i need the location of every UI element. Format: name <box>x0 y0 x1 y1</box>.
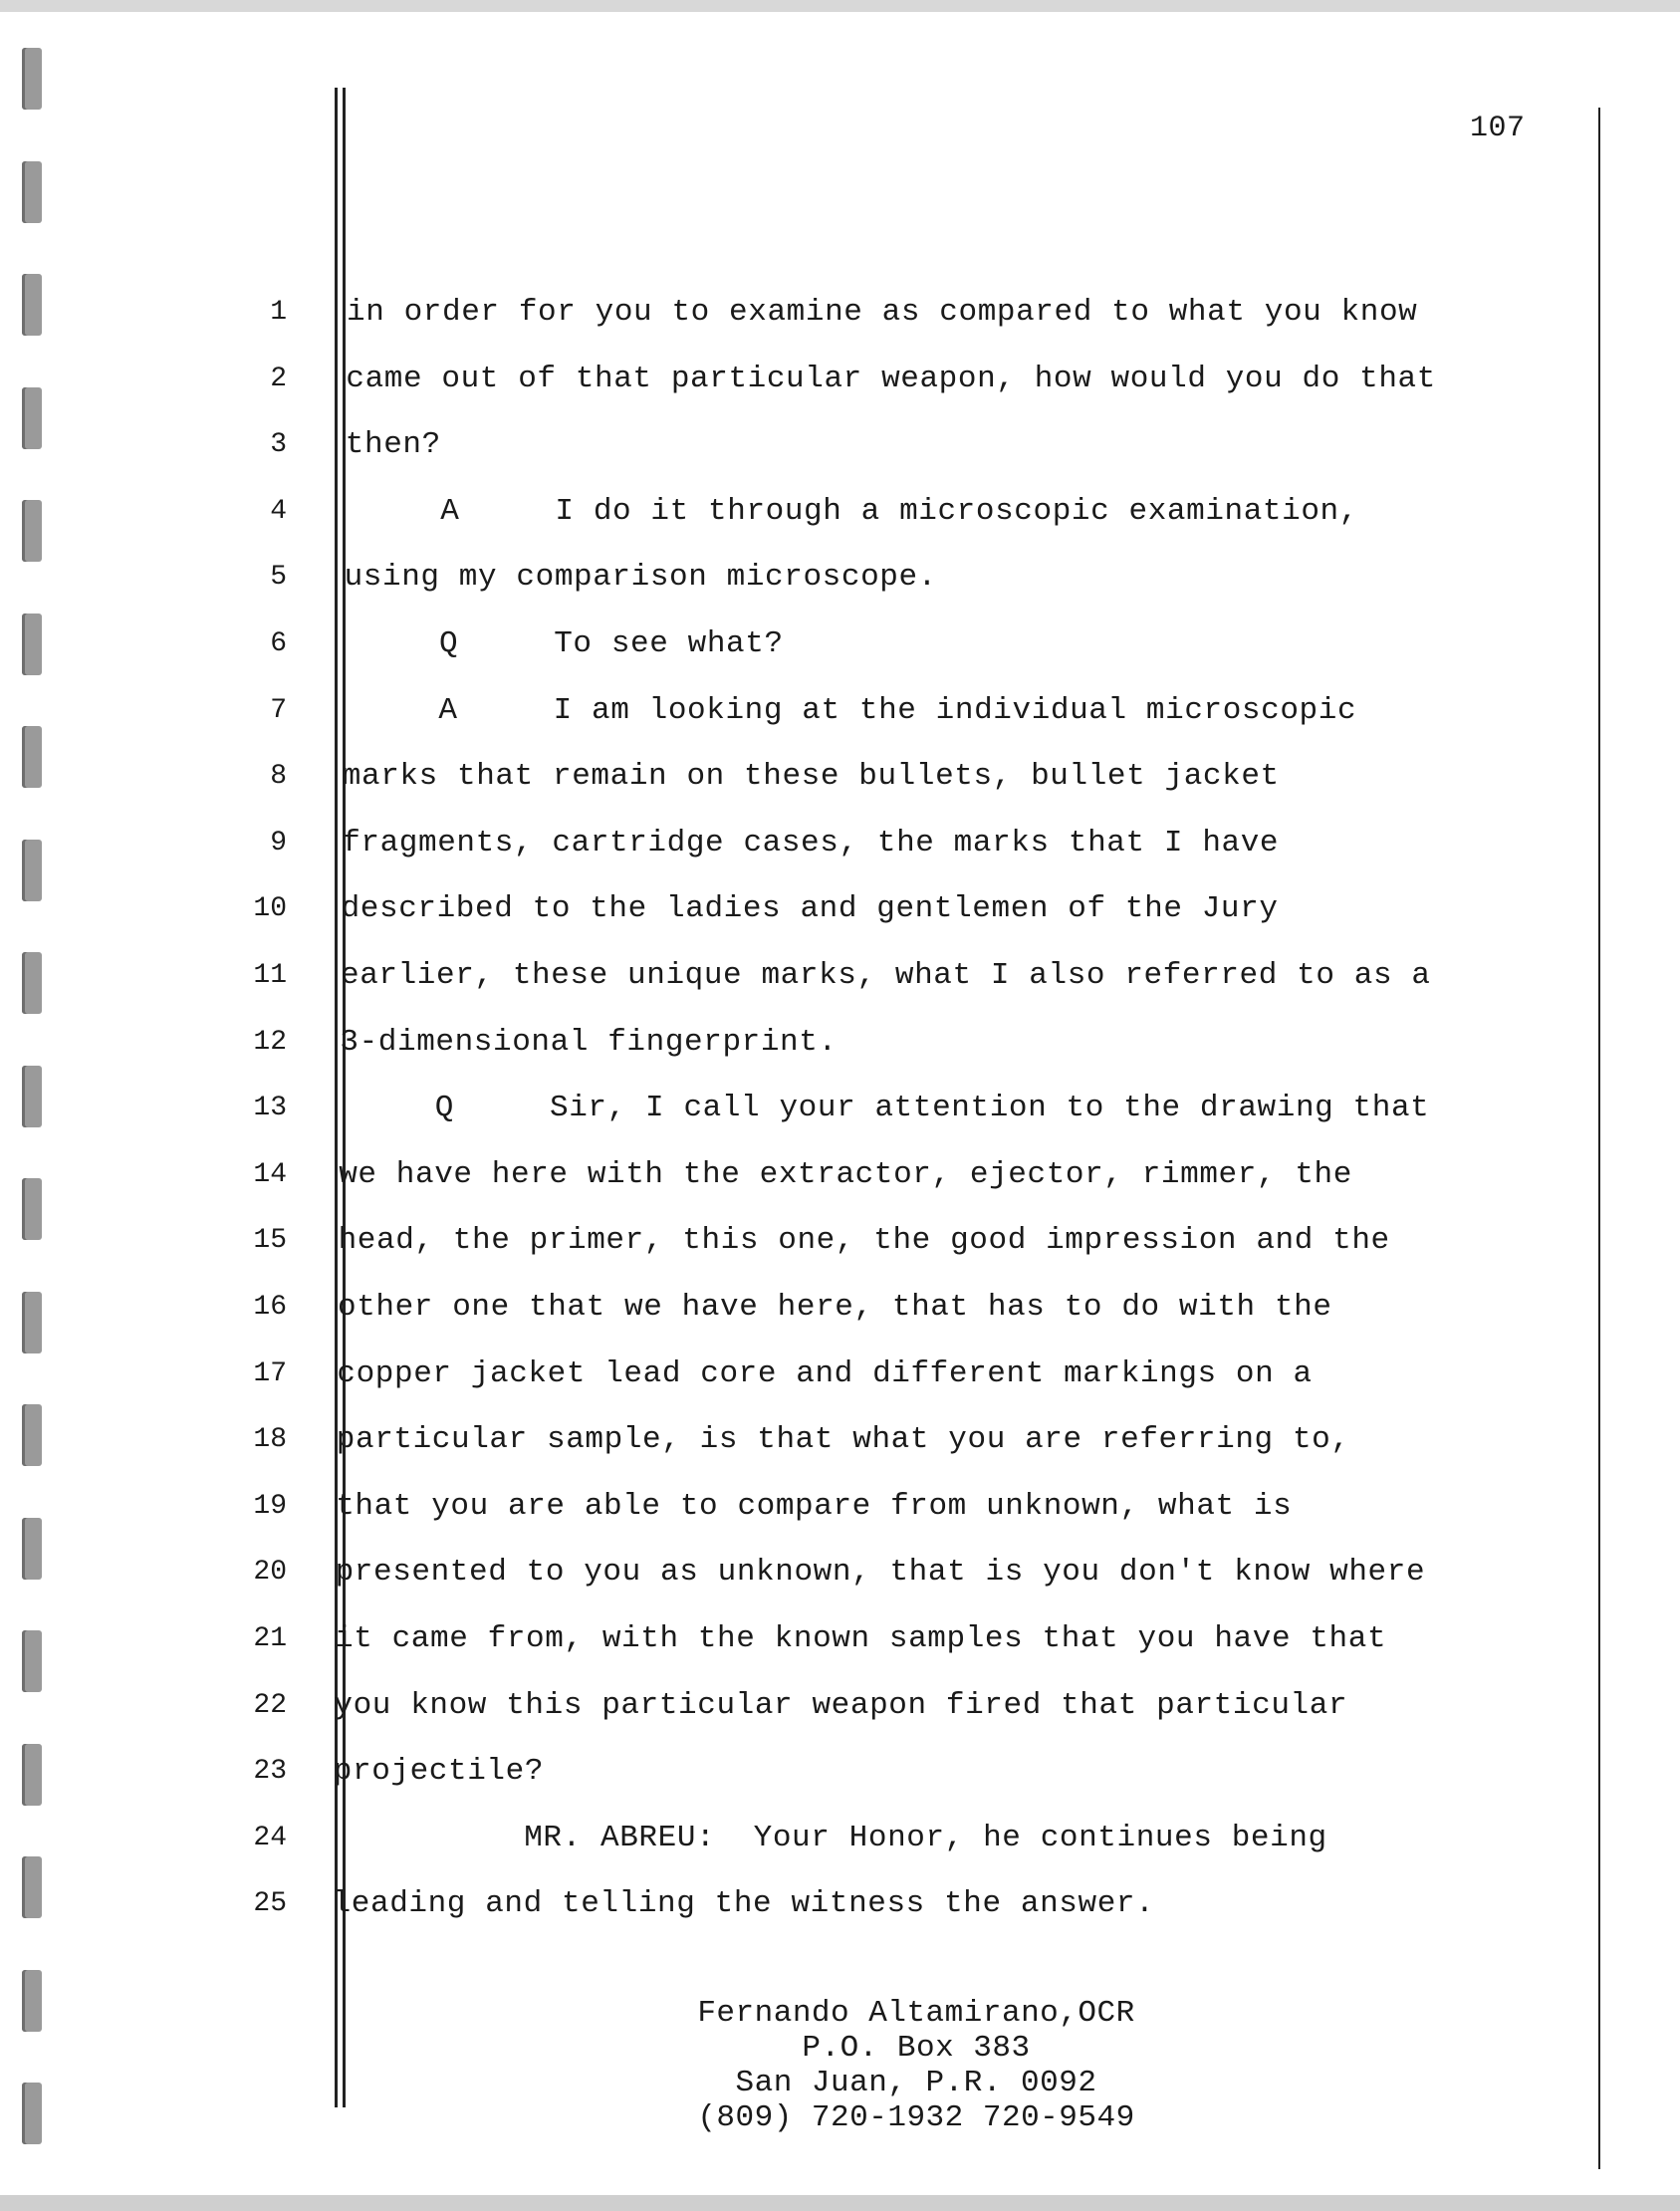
page-top-edge <box>0 0 1680 12</box>
transcript-line: Q To see what? <box>344 626 784 661</box>
line-number: 21 <box>253 1623 287 1654</box>
line-number: 6 <box>270 628 287 659</box>
punch-hole <box>22 387 42 449</box>
transcript-line: 3-dimensional fingerprint. <box>340 1024 838 1060</box>
transcript-line: other one that we have here, that has to do with the <box>338 1290 1332 1325</box>
line-number: 10 <box>253 893 287 925</box>
transcript-line: head, the primer, this one, the good impression and the <box>338 1223 1390 1259</box>
line-number: 3 <box>270 429 287 461</box>
transcript-line: MR. ABREU: Your Honor, he continues being <box>333 1820 1327 1855</box>
line-number: 20 <box>253 1557 287 1589</box>
transcript-line: A I do it through a microscopic examination, <box>345 493 1358 529</box>
line-number: 24 <box>253 1822 287 1853</box>
line-number: 4 <box>270 495 287 527</box>
transcript-line: using my comparison microscope. <box>344 560 937 596</box>
line-number: 18 <box>253 1424 287 1456</box>
punch-hole <box>22 1404 42 1466</box>
punch-hole <box>22 1178 42 1240</box>
transcript-line: you know this particular weapon fired that particular <box>334 1687 1348 1723</box>
line-number: 1 <box>270 297 287 328</box>
line-number: 12 <box>253 1026 287 1058</box>
line-number: 22 <box>253 1689 287 1721</box>
transcript-line: in order for you to examine as compared to what you know <box>347 295 1418 330</box>
line-number: 16 <box>253 1292 287 1323</box>
punch-hole <box>22 1744 42 1806</box>
punch-hole <box>22 161 42 223</box>
transcript-line: described to the ladies and gentlemen of the Jury <box>341 891 1279 927</box>
line-number: 5 <box>270 562 287 594</box>
punch-hole <box>22 2083 42 2144</box>
transcript-line: particular sample, is that what you are referring to, <box>336 1422 1350 1458</box>
line-number: 23 <box>253 1756 287 1788</box>
reporter-city: San Juan, P.R. 0092 <box>735 2066 1097 2100</box>
right-margin-rule <box>1598 108 1600 2169</box>
line-number: 7 <box>270 694 287 726</box>
line-number: 14 <box>253 1158 287 1190</box>
punch-hole <box>22 1066 42 1127</box>
page-bottom-edge <box>0 2195 1680 2211</box>
transcript-line: projectile? <box>333 1754 545 1790</box>
punch-hole <box>22 48 42 110</box>
transcript-line: Q Sir, I call your attention to the drawing that <box>339 1091 1430 1126</box>
transcript-line: copper jacket lead core and different markings on a <box>337 1355 1313 1391</box>
transcript-line: came out of that particular weapon, how would you do that <box>346 361 1436 396</box>
transcript-line: that you are able to compare from unknown, what is <box>336 1488 1293 1524</box>
transcript-line: leading and telling the witness the answer. <box>332 1886 1155 1922</box>
line-number: 19 <box>253 1490 287 1522</box>
reporter-phone: (809) 720-1932 720-9549 <box>697 2100 1135 2135</box>
line-number: 13 <box>253 1093 287 1124</box>
punch-hole <box>22 500 42 562</box>
line-number: 15 <box>253 1225 287 1257</box>
transcript-line: fragments, cartridge cases, the marks that I have <box>342 825 1280 860</box>
line-number: 11 <box>253 960 287 991</box>
transcript-line: marks that remain on these bullets, bullet jacket <box>342 759 1280 795</box>
punch-hole <box>22 726 42 788</box>
line-number: 25 <box>253 1888 287 1920</box>
punch-hole <box>22 1856 42 1918</box>
punch-hole <box>22 614 42 675</box>
transcript-line: we have here with the extractor, ejector, rimmer, the <box>339 1156 1352 1192</box>
line-number: 9 <box>270 827 287 859</box>
line-number: 2 <box>270 363 287 394</box>
transcript-line: it came from, with the known samples that you have that <box>335 1621 1387 1656</box>
line-number: 8 <box>270 761 287 793</box>
reporter-po-box: P.O. Box 383 <box>802 2031 1031 2066</box>
reporter-name: Fernando Altamirano,OCR <box>697 1996 1135 2031</box>
transcript-line: then? <box>345 427 441 463</box>
transcript-line: presented to you as unknown, that is you don't know where <box>335 1555 1426 1591</box>
punch-hole <box>22 274 42 336</box>
transcript-line: A I am looking at the individual microscopic <box>343 692 1357 728</box>
punch-hole <box>22 840 42 901</box>
punch-hole <box>22 1518 42 1580</box>
punch-hole <box>22 952 42 1014</box>
punch-hole <box>22 1630 42 1692</box>
left-margin-rule-1 <box>335 88 338 2107</box>
reporter-footer <box>598 1996 1235 2135</box>
transcript-line: earlier, these unique marks, what I also referred to as a <box>341 958 1431 993</box>
punch-hole <box>22 1970 42 2032</box>
page-number: 107 <box>1470 112 1526 145</box>
punch-hole <box>22 1292 42 1353</box>
line-number: 17 <box>253 1357 287 1389</box>
